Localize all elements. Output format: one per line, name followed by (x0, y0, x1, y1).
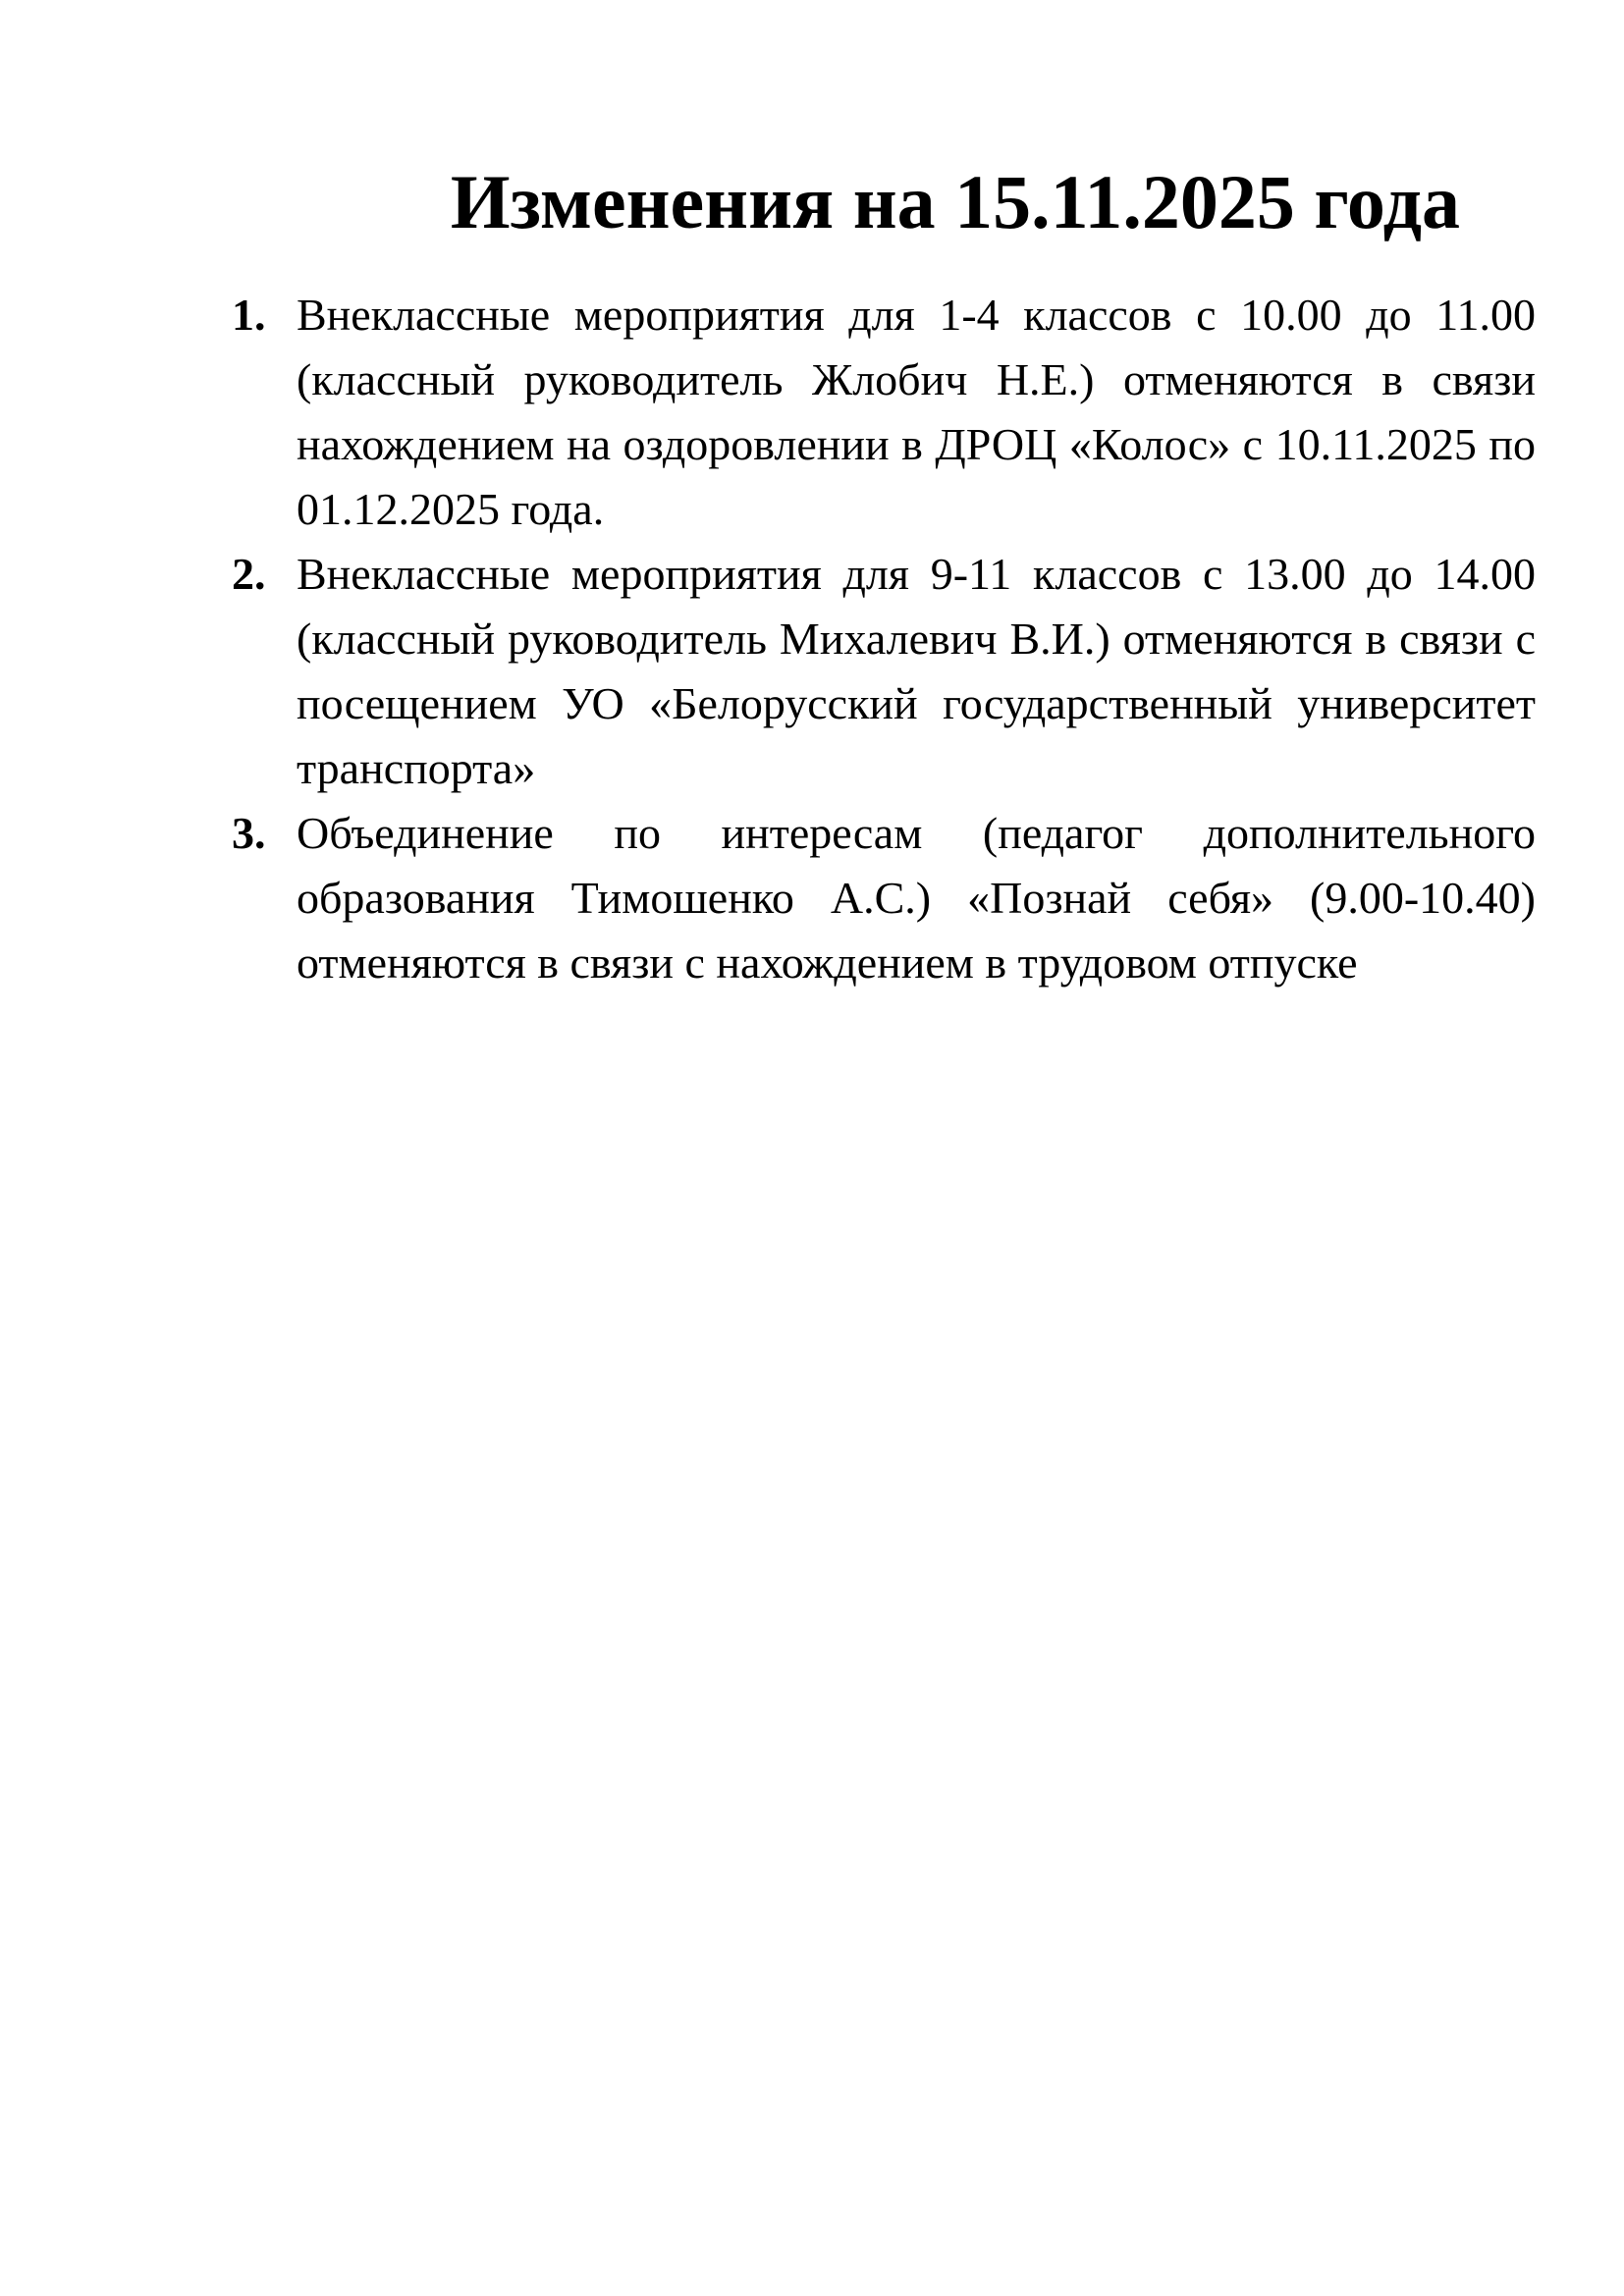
list-item-number: 3. (232, 808, 266, 858)
list-item-text: Внеклассные мероприятия для 9-11 классов с 13.00 до 14.00 (классный руководитель Михалевич В.И.) отменяются в связи с посещением УО «Белорусский государственный университет транспорта» (297, 549, 1536, 793)
list-item-number: 1. (232, 290, 266, 340)
list-item (232, 283, 1536, 542)
changes-list (232, 283, 1536, 995)
document-title: Изменения на 15.11.2025 года (450, 159, 1461, 244)
list-item-text: Внеклассные мероприятия для 1-4 классов с 10.00 до 11.00 (классный руководитель Жлобич Н.Е.) отменяются в связи нахождением на оздоровлении в ДРОЦ «Колос» с 10.11.2025 по 01.12.2025 года. (297, 290, 1536, 534)
list-item-text: Объединение по интересам (педагог дополнительного образования Тимошенко А.С.) «Познай себя» (9.00-10.40) отменяются в связи с нахождением в трудовом отпуске (297, 808, 1536, 988)
list-item-number: 2. (232, 549, 266, 599)
list-item (232, 542, 1536, 801)
list-item (232, 801, 1536, 995)
